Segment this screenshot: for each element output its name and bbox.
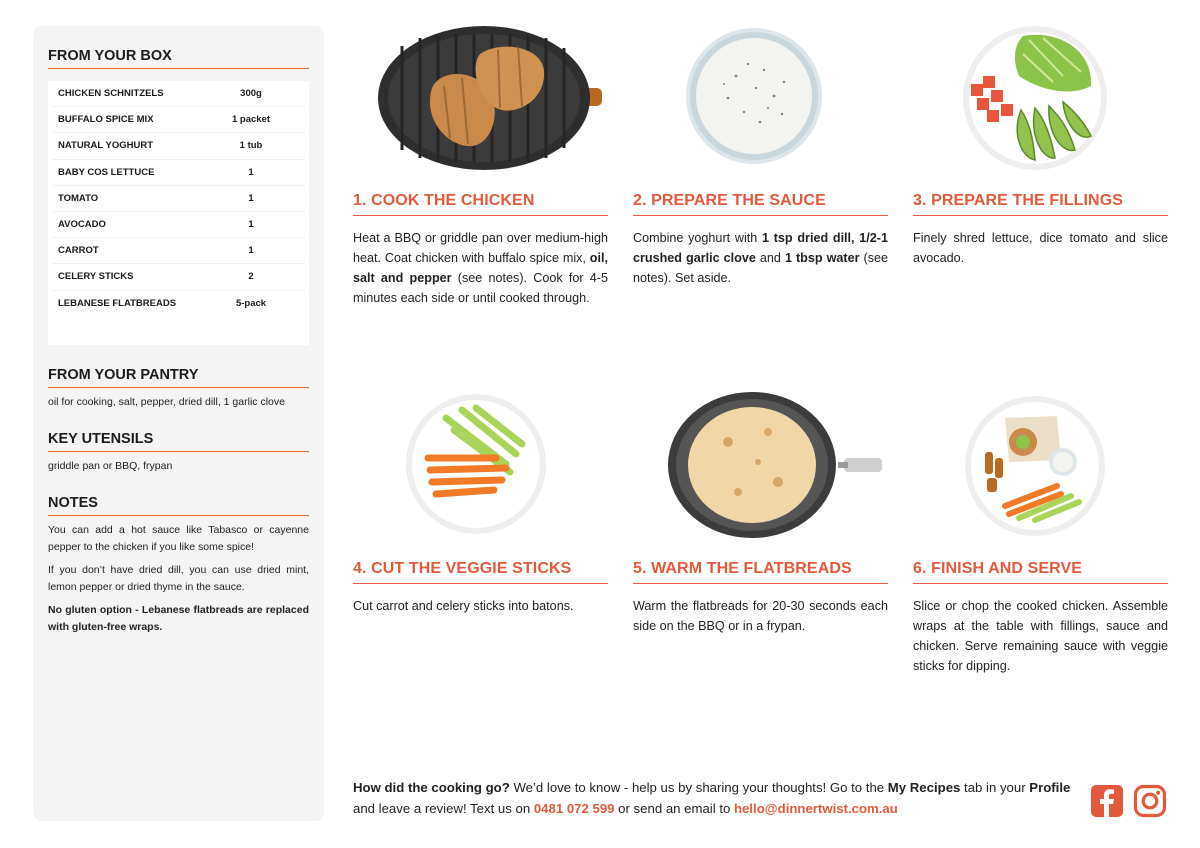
- box-ingredients-table: [48, 81, 309, 345]
- step-instructions: Slice or chop the cooked chicken. Assemble wraps at the table with fillings, sauce and chicken. Serve remaining sauce with veggie sticks for dipping.: [913, 599, 1168, 673]
- fillings-plate-image: [963, 26, 1107, 170]
- ingredient-qty: 300g: [240, 88, 262, 100]
- step-6: [913, 560, 1168, 676]
- table-row: [52, 133, 305, 159]
- table-row: [52, 212, 305, 238]
- step-instructions: Cut carrot and celery sticks into batons.: [353, 599, 574, 613]
- pantry-text: oil for cooking, salt, pepper, dried dill, 1 garlic clove: [48, 396, 285, 408]
- step-title: 1. COOK THE CHICKEN: [353, 192, 608, 216]
- ingredient-name: LEBANESE FLATBREADS: [58, 298, 177, 310]
- note-paragraph: You can add a hot sauce like Tabasco or cayenne pepper to the chicken if you like some spice!: [48, 524, 309, 553]
- step-text-segment: Heat a BBQ or griddle pan over medium-high heat. Coat chicken with buffalo spice mix,: [353, 231, 608, 265]
- notes-section: [48, 491, 309, 636]
- ingredient-name: CHICKEN SCHNITZELS: [58, 88, 164, 100]
- step-4: [353, 560, 608, 616]
- footer-question: How did the cooking go?: [353, 780, 510, 795]
- table-row: [52, 107, 305, 133]
- ingredient-name: TOMATO: [58, 192, 99, 204]
- feedback-footer: [353, 777, 1073, 819]
- ingredient-name: CARROT: [58, 245, 99, 257]
- yoghurt-sauce-image: [684, 26, 824, 166]
- ingredient-qty: 1: [248, 166, 254, 178]
- table-row: [52, 264, 305, 290]
- step-title: 6. FINISH AND SERVE: [913, 560, 1168, 584]
- table-row: [52, 160, 305, 186]
- step-text-segment: Combine yoghurt with: [633, 231, 762, 245]
- step-instructions: [353, 228, 608, 308]
- step-text-bold: 1 tbsp water: [784, 251, 860, 265]
- step-title: 4. CUT THE VEGGIE STICKS: [353, 560, 608, 584]
- ingredient-qty: 1 tub: [239, 140, 263, 152]
- utensils-text: griddle pan or BBQ, frypan: [48, 460, 173, 472]
- table-row: [52, 291, 305, 317]
- note-gluten-free: No gluten option - Lebanese flatbreads are replaced with gluten-free wraps.: [48, 604, 309, 633]
- instagram-icon[interactable]: [1133, 784, 1167, 818]
- step-text-bold: oil, salt and pepper: [353, 251, 608, 285]
- step-1: [353, 192, 608, 308]
- step-text-segment: (see notes). Set aside.: [633, 251, 889, 285]
- ingredient-name: NATURAL YOGHURT: [58, 140, 153, 152]
- flatbread-frypan-image: [668, 392, 884, 538]
- table-row: [52, 238, 305, 264]
- step-2: [633, 192, 888, 288]
- ingredients-sidebar: [33, 26, 324, 821]
- step-title: 3. PREPARE THE FILLINGS: [913, 192, 1168, 216]
- step-instructions: Finely shred lettuce, dice tomato and slice avocado.: [913, 231, 1168, 265]
- utensils-section: [48, 427, 309, 475]
- email-link[interactable]: hello@dinnertwist.com.au: [734, 801, 898, 816]
- step-title: 2. PREPARE THE SAUCE: [633, 192, 888, 216]
- phone-link[interactable]: 0481 072 599: [533, 801, 615, 816]
- ingredient-qty: 1: [248, 245, 254, 257]
- chicken-griddle-image: [372, 26, 604, 170]
- footer-text: We’d love to know - help us by sharing your thoughts! Go to the: [509, 780, 888, 795]
- step-5: [633, 560, 888, 636]
- ingredient-qty: 2: [248, 271, 254, 283]
- ingredient-name: BUFFALO SPICE MIX: [58, 114, 154, 126]
- ingredient-qty: 1: [248, 219, 254, 231]
- my-recipes-link[interactable]: My Recipes: [887, 780, 961, 795]
- step-text-bold: 1 tsp dried dill, 1/2-1 crushed garlic clove: [633, 231, 888, 265]
- pantry-section: [48, 363, 309, 411]
- finished-wraps-image: [965, 396, 1105, 536]
- footer-text: tab in your: [960, 780, 1030, 795]
- step-title: 5. WARM THE FLATBREADS: [633, 560, 888, 584]
- pantry-title: FROM YOUR PANTRY: [48, 363, 309, 388]
- step-text-segment: and: [755, 251, 785, 265]
- footer-text: and leave a review! Text us on: [353, 801, 534, 816]
- step-text-segment: (see notes). Cook for 4-5 minutes each side or until cooked through.: [353, 271, 609, 305]
- notes-title: NOTES: [48, 491, 309, 516]
- note-paragraph: If you don’t have dried dill, you can use dried mint, lemon pepper or dried thyme in the sauce.: [48, 564, 309, 593]
- table-row: [52, 81, 305, 107]
- veggie-sticks-image: [406, 394, 546, 534]
- profile-link[interactable]: Profile: [1029, 780, 1071, 795]
- step-3: [913, 192, 1168, 268]
- from-your-box-title: FROM YOUR BOX: [48, 44, 309, 69]
- ingredient-qty: 1 packet: [231, 114, 271, 126]
- ingredient-name: CELERY STICKS: [58, 271, 134, 283]
- utensils-title: KEY UTENSILS: [48, 427, 309, 452]
- facebook-icon[interactable]: [1090, 784, 1124, 818]
- ingredient-name: BABY COS LETTUCE: [58, 166, 155, 178]
- step-instructions: Warm the flatbreads for 20-30 seconds each side on the BBQ or in a frypan.: [633, 599, 888, 633]
- footer-text: or send an email to: [614, 801, 734, 816]
- table-row: [52, 186, 305, 212]
- ingredient-qty: 5-pack: [235, 298, 267, 310]
- ingredient-qty: 1: [248, 192, 254, 204]
- step-instructions: [633, 228, 888, 288]
- ingredient-name: AVOCADO: [58, 219, 106, 231]
